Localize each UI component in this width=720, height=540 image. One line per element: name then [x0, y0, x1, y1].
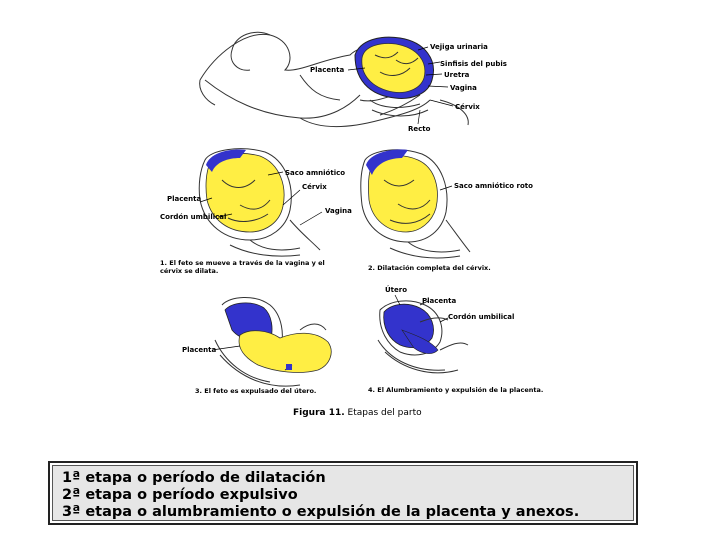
- panel-2-illustration: [361, 150, 470, 258]
- stage-1-term: dilatación: [245, 470, 326, 486]
- stage-3-term: alumbramiento o expulsión de la placenta y anexos: [152, 504, 574, 520]
- label-cordon-1: Cordón umbilical: [160, 213, 227, 221]
- stage-3: [62, 504, 626, 521]
- label-recto: Recto: [408, 125, 431, 133]
- caption-1-line1: 1. El feto se mueve a través de la vagina y el: [160, 259, 325, 267]
- label-placenta-4: Placenta: [422, 297, 457, 305]
- stage-2-prefix: 2ª etapa o período: [62, 487, 220, 503]
- label-uretra: Uretra: [444, 71, 470, 79]
- stage-3-prefix: 3ª etapa o: [62, 504, 153, 520]
- caption-1-line2: cérvix se dilata.: [160, 267, 219, 275]
- label-sinfisis: Sinfisis del pubis: [440, 60, 507, 68]
- figure-caption-text: Etapas del parto: [344, 408, 422, 418]
- label-vejiga: Vejiga urinaria: [430, 43, 488, 51]
- panel-4-illustration: [378, 301, 468, 373]
- stages-box: [48, 461, 638, 525]
- figure-caption-number: Figura 11.: [293, 408, 345, 418]
- label-saco-roto: Saco amniótico roto: [454, 182, 533, 190]
- panel-1-illustration: [199, 149, 320, 256]
- label-placenta-top: Placenta: [310, 66, 345, 74]
- caption-3: 3. El feto es expulsado del útero.: [195, 387, 317, 395]
- caption-2: 2. Dilatación completa del cérvix.: [368, 264, 491, 272]
- stage-1-prefix: 1ª etapa o período de: [62, 470, 246, 486]
- top-illustration: [200, 32, 469, 126]
- label-cordon-4: Cordón umbilical: [448, 313, 515, 321]
- figure-caption: [293, 408, 422, 418]
- stage-3-suffix: .: [573, 504, 580, 520]
- caption-4: 4. El Alumbramiento y expulsión de la placenta.: [368, 386, 544, 394]
- label-vagina-top: Vagina: [450, 84, 477, 92]
- stage-2: [62, 487, 626, 504]
- label-cervix-top: Cérvix: [455, 103, 480, 111]
- label-saco-1: Saco amniótico: [285, 169, 346, 177]
- label-vagina-1: Vagina: [325, 207, 352, 215]
- stage-2-term: expulsivo: [219, 487, 298, 503]
- label-placenta-1: Placenta: [167, 195, 202, 203]
- stage-1: [62, 470, 626, 487]
- label-utero: Útero: [385, 286, 408, 294]
- panel-3-illustration: [215, 297, 331, 386]
- label-placenta-3: Placenta: [182, 346, 217, 354]
- label-cervix-1: Cérvix: [302, 183, 327, 191]
